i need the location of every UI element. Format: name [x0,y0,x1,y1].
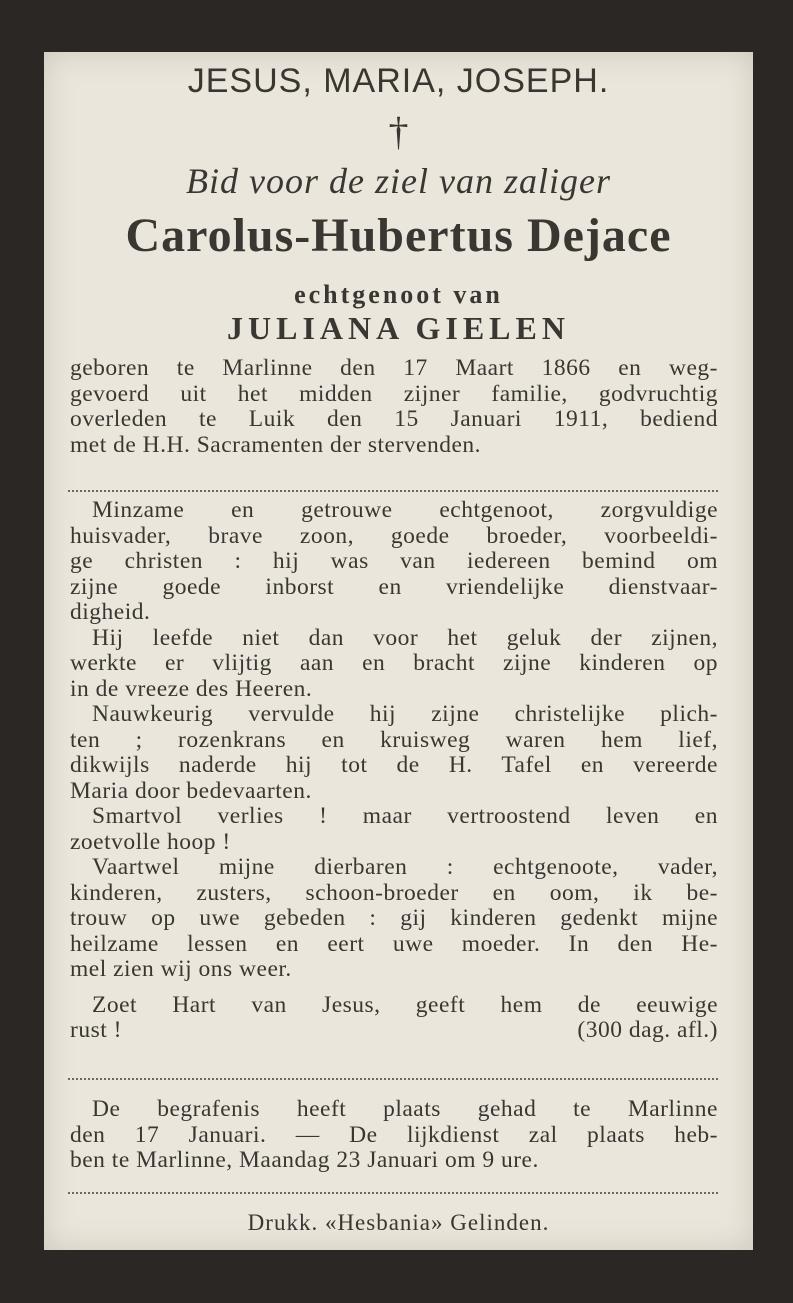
text-line: Vaartwel mijne dierbaren : echtgenoote, vader, [92,855,718,880]
text-line: geboren te Marlinne den 17 Maart 1866 en weg- [70,356,718,381]
text-line: kinderen, zusters, schoon-broeder en oom, ik be- [70,880,718,906]
text-line: heilzame lessen en eert uwe moeder. In den He- [70,931,718,957]
text-line: met de H.H. Sacramenten der stervenden. [70,432,482,458]
text-line: Smartvol verlies ! maar vertroostend leven en [92,804,718,829]
text-line: trouw op uwe gebeden : gij kinderen gedenkt mijne [70,906,718,931]
text-line: digheid. [70,600,151,625]
text-line: huisvader, brave zoon, goede broeder, voorbeeldi- [70,523,718,549]
birth-death-paragraph [70,356,718,458]
text-line: werkte er vlijtig aan en bracht zijne kinderen op [70,651,718,676]
prayer-line: Bid voor de ziel van zaliger [186,161,611,201]
eulogy-text [70,498,718,1044]
funeral-paragraph [70,1097,718,1174]
text-line: zoetvolle hoop ! [70,829,231,855]
text-line: Hij leefde niet dan voor het geluk der zijnen, [92,625,718,651]
indulgence-note: (300 dag. afl.) [577,1018,718,1043]
text-line: Nauwkeurig vervulde hij zijne christelijke plich- [92,702,718,727]
heading-jesus-maria-joseph: JESUS, MARIA, JOSEPH. [187,62,610,100]
text-line: rust ! [70,1018,122,1043]
text-line: ben te Marlinne, Maandag 23 Januari om 9 ure. [70,1148,539,1173]
text-line: Zoet Hart van Jesus, geeft hem de eeuwige [92,992,718,1018]
cross-icon: † [388,109,409,154]
spouse-name: JULIANA GIELEN [227,310,570,346]
text-line: ge christen : hij was van iedereen bemind om [70,549,718,574]
text-line: dikwijls naderde hij tot de H. Tafel en vereerde [70,753,718,778]
text-line: mel zien wij ons weer. [70,957,292,982]
text-line: overleden te Luik den 15 Januari 1911, bediend [70,407,718,432]
text-line: De begrafenis heeft plaats gehad te Marlinne [92,1097,718,1122]
dotted-divider [68,1192,718,1194]
dotted-divider [68,1078,718,1080]
dotted-divider [68,490,718,492]
text-line: ten ; rozenkrans en kruisweg waren hem lief, [70,727,718,753]
text-line: in de vreeze des Heeren. [70,676,313,702]
spouse-of-label: echtgenoot van [294,280,503,309]
printer-imprint: Drukk. «Hesbania» Gelinden. [247,1210,550,1235]
text-line: zijne goede inborst en vriendelijke dienstvaar- [70,574,718,600]
card-paper [44,52,753,1250]
text-line: Minzame en getrouwe echtgenoot, zorgvuldige [92,498,718,523]
text-line: den 17 Januari. — De lijkdienst zal plaats heb- [70,1122,718,1148]
text-line: gevoerd uit het midden zijner familie, godvruchtig [70,381,718,407]
text-line: Maria door bedevaarten. [70,778,312,804]
deceased-name: Carolus-Hubertus Dejace [125,209,672,262]
